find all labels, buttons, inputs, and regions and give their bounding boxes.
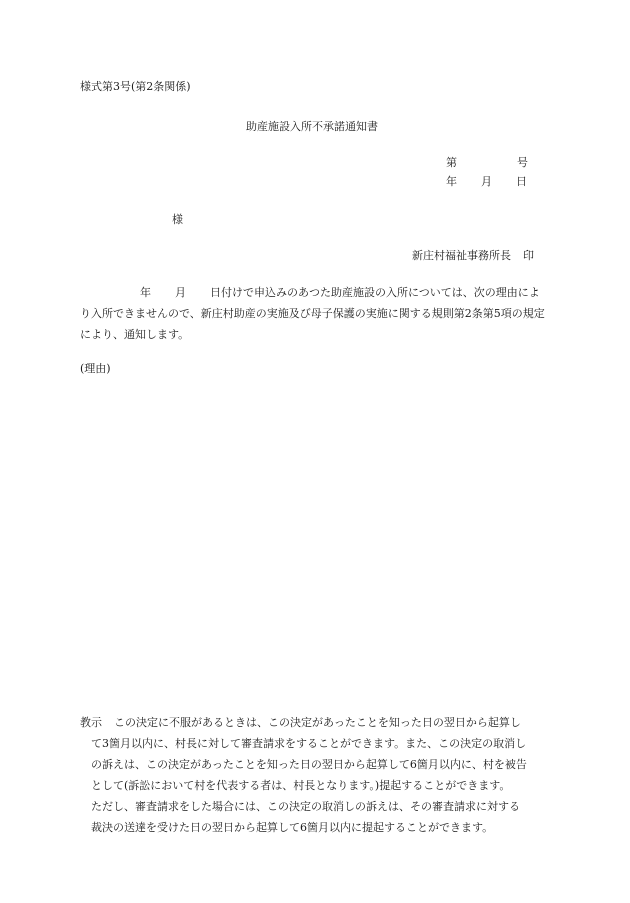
sender (412, 249, 534, 263)
date-day: 日 (516, 175, 527, 188)
seal-mark: 印 (523, 249, 534, 262)
notice-line: の訴えは、この決定があったことを知った日の翌日から起算して6箇月以内に、村を被告 (91, 758, 527, 771)
document-number (446, 156, 528, 170)
body-year: 年 (140, 286, 151, 299)
reason-label: (理由) (80, 362, 111, 375)
notice-line: て3箇月以内に、村長に対して審査請求をすることができます。また、この決定の取消し (91, 737, 527, 750)
date-year: 年 (446, 175, 457, 188)
notice-line: ただし、審査請求をした場合には、この決定の取消しの訴えは、その審査請求に対する (91, 800, 520, 813)
issue-date (446, 175, 527, 189)
notice-section (80, 712, 552, 838)
notice-line (80, 712, 552, 733)
notice-line-text: この決定に不服があるときは、この決定があったことを知った日の翌日から起算し (114, 716, 521, 729)
notice-line: として(訴訟において村を代表する者は、村長となります。)提起することができます。 (91, 779, 511, 792)
body-text: 日付けで申込みのあつた助産施設の入所については、次の理由により入所できませんので、新庄村助産の実施及び母子保護の実施に関する規則第2条第5項の規定により、通知します。 (80, 286, 545, 341)
body-paragraph (80, 282, 550, 345)
notice-line: 裁決の送達を受けた日の翌日から起算して6箇月以内に提起することができます。 (91, 821, 494, 834)
notice-label: 教示 (80, 716, 102, 729)
form-number: 様式第3号(第2条関係) (80, 80, 191, 93)
document-number-prefix: 第 (446, 156, 457, 169)
addressee-honorific: 様 (172, 213, 183, 226)
document-title: 助産施設入所不承諾通知書 (246, 120, 378, 133)
sender-name: 新庄村福祉事務所長 (412, 249, 511, 262)
body-month: 月 (175, 286, 186, 299)
date-month: 月 (481, 175, 492, 188)
document-number-suffix: 号 (517, 156, 528, 169)
